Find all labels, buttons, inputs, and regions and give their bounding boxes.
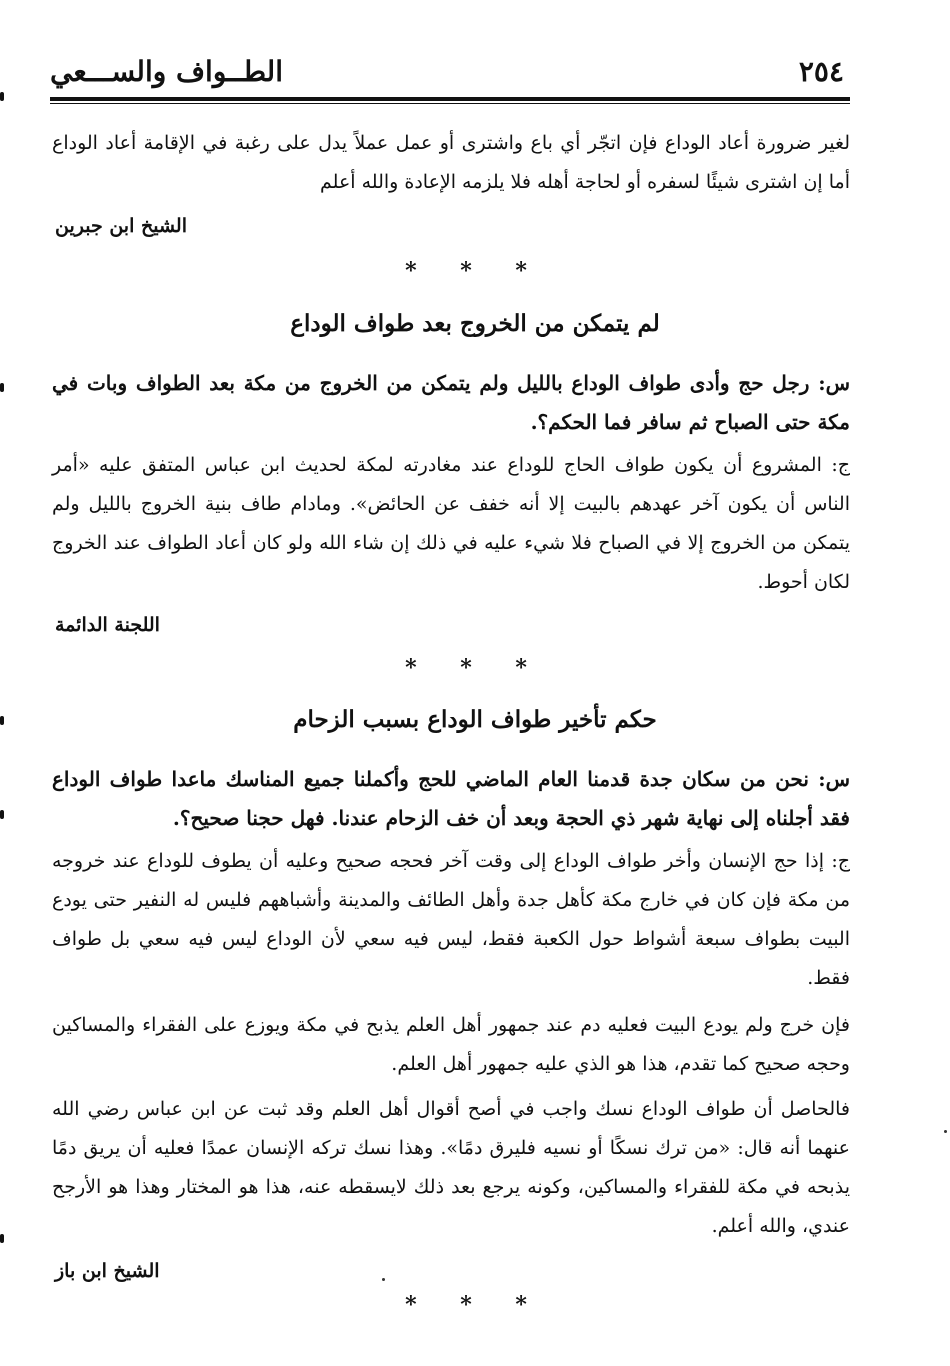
scan-speck bbox=[944, 1130, 947, 1133]
section-title-2: لم يتمكن من الخروج بعد طواف الوداع bbox=[290, 310, 660, 337]
scan-margin-mark bbox=[0, 1234, 4, 1243]
scan-margin-mark bbox=[0, 92, 4, 101]
answer-3-paragraph-1: ج: إذا حج الإنسان وأخر طواف الوداع إلى وقت آخر فحجه صحيح وعليه أن يطوف للوداع عند خروجه من مكة فإن كان في خارج مكة كأهل جدة وأهل الطائف والمدينة وأشباههم فليس له النفير حتى يودع البيت بطواف سبعة أشواط حول الكعبة فقط، ليس فيه سعي لأن الوداع ليس فيه سعي بل طواف فقط. bbox=[52, 850, 850, 989]
signature-2: اللجنة الدائمة bbox=[55, 614, 160, 636]
header-rule bbox=[50, 97, 850, 101]
signature-3: الشيخ ابن باز bbox=[55, 1260, 160, 1282]
page-number: ٢٥٤ bbox=[798, 55, 844, 88]
answer-3-paragraph-2: فإن خرج ولم يودع البيت فعليه دم عند جمهور أهل العلم يذبح في مكة ويوزع على الفقراء والمساكين وحجه صحيح كما تقدم، هذا هو الذي عليه جمهور أهل العلم. bbox=[52, 1014, 850, 1075]
signature-1: الشيخ ابن جبرين bbox=[55, 215, 187, 237]
paragraph-1: لغير ضرورة أعاد الوداع فإن اتجّر أي باع واشترى أو عمل عملاً يدل على رغبة في الإقامة أعاد الوداع أما إن اشترى شيئًا لسفره أو لحاجة أهله فلا يلزمه الإعادة والله أعلم bbox=[52, 132, 850, 193]
section-separator-1: * * * bbox=[405, 258, 545, 284]
section-separator-3: * * * bbox=[405, 1292, 545, 1318]
section-title-3: حكم تأخير طواف الوداع بسبب الزحام bbox=[293, 706, 657, 733]
page-header bbox=[50, 55, 850, 95]
scan-speck bbox=[382, 1278, 385, 1281]
scan-margin-mark bbox=[0, 810, 4, 819]
answer-3-paragraph-3: فالحاصل أن طواف الوداع نسك واجب في أصح أقوال أهل العلم وقد ثبت عن ابن عباس رضي الله عنهما أنه قال: «من ترك نسكًا أو نسيه فليرق دمًا». وهذا نسك تركه الإنسان عمدًا فعليه أن يريق دمًا يذبحه في مكة للفقراء والمساكين، وكونه يرجع بعد ذلك لايسقطه عنه، هذا هو المختار وهذا هو الأرجح عندي، والله أعلم. bbox=[52, 1098, 850, 1237]
section-separator-2: * * * bbox=[405, 655, 545, 681]
question-3: س: نحن من سكان جدة قدمنا العام الماضي للحج وأكملنا جميع المناسك ماعدا طواف الوداع فقد أجلناه إلى نهاية شهر ذي الحجة وبعد أن خف الزحام عندنا. فهل حجنا صحيح؟. bbox=[52, 767, 850, 830]
scan-margin-mark bbox=[0, 716, 4, 725]
scan-margin-mark bbox=[0, 383, 4, 392]
question-2: س: رجل حج وأدى طواف الوداع بالليل ولم يتمكن من الخروج من مكة بعد الطواف وبات في مكة حتى الصباح ثم سافر فما الحكم؟. bbox=[52, 371, 850, 434]
answer-2: ج: المشروع أن يكون طواف الحاج للوداع عند مغادرته لمكة لحديث ابن عباس المتفق عليه «أمر الناس أن يكون آخر عهدهم بالبيت إلا أنه خفف عن الحائض». ومادام طاف بنية الخروج بالليل ولم يتمكن من الخروج إلا في الصباح فلا شيء عليه في ذلك إن شاء الله ولو كان أعاد الطواف عند الخروج لكان أحوط. bbox=[52, 454, 850, 593]
header-rule-thin bbox=[50, 103, 850, 104]
running-title: الطــواف والســـعي bbox=[50, 55, 283, 88]
